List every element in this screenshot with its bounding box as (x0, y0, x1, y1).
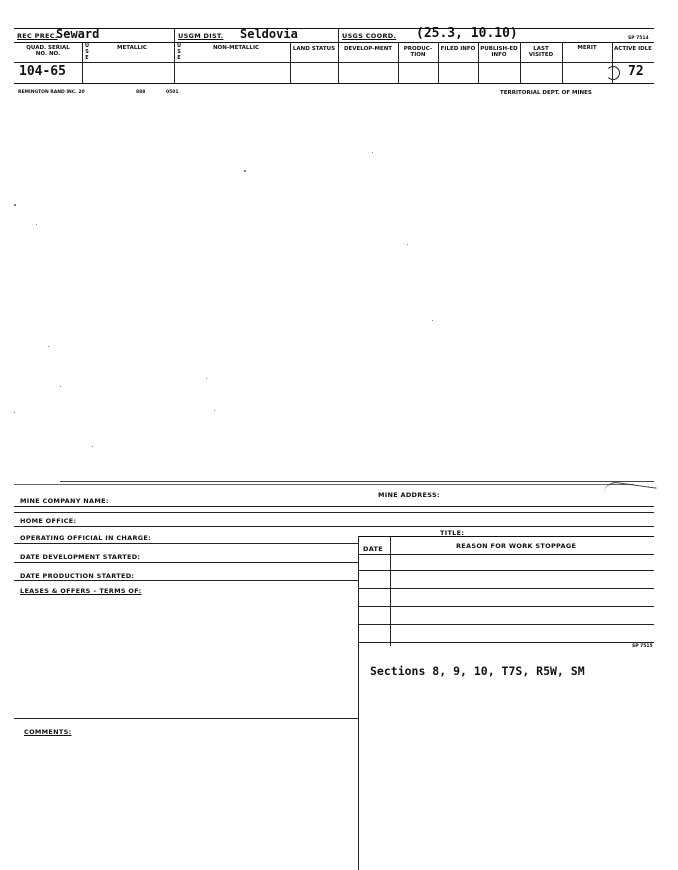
speck (60, 386, 61, 387)
published-info-header: PUBLISH-ED INFO (480, 46, 518, 58)
card-curl (603, 480, 656, 500)
use-letters-metallic: U S E (84, 43, 90, 61)
metallic-header: METALLIC (117, 45, 147, 51)
sections-text: Sections 8, 9, 10, T7S, R5W, SM (370, 664, 585, 678)
title-label: TITLE: (440, 529, 465, 537)
date-production-label: DATE PRODUCTION STARTED: (20, 572, 135, 580)
speck (14, 204, 16, 206)
speck (48, 346, 49, 347)
home-office-label: HOME OFFICE: (20, 517, 77, 525)
active-value: 72 (628, 64, 644, 79)
operating-official-label: OPERATING OFFICIAL IN CHARGE: (20, 534, 152, 542)
speck (206, 378, 207, 379)
department-name: TERRITORIAL DEPT. OF MINES (500, 90, 592, 96)
bottom-card (0, 470, 678, 810)
usgm-dist-value: Seldovia (240, 27, 298, 41)
mine-address-label: MINE ADDRESS: (378, 491, 440, 499)
quad-serial-header: QUAD. SERIAL NO. NO. (26, 45, 70, 57)
production-header: PRODUC-TION (403, 46, 433, 58)
usgm-dist-label: USGM DIST. (178, 32, 224, 40)
rec-prec-label: REC PREC. (17, 32, 58, 40)
printer-code-1: 888 (136, 90, 146, 95)
use-letters-nonmetallic: U S E (176, 43, 182, 61)
speck (407, 244, 408, 245)
speck (432, 320, 433, 321)
last-visited-header: LAST VISITED (528, 46, 554, 58)
reason-column-label: REASON FOR WORK STOPPAGE (456, 542, 577, 550)
speck (244, 170, 246, 172)
merit-header: MERIT (577, 45, 597, 51)
usgs-coord-label: USGS COORD. (342, 32, 397, 40)
speck (36, 224, 37, 225)
speck (372, 152, 373, 153)
non-metallic-header: NON-METALLIC (212, 45, 260, 51)
rec-prec-value: Seward (56, 27, 100, 41)
speck (14, 412, 15, 413)
date-column-label: DATE (363, 545, 383, 553)
form-number: SP 7514 (628, 36, 649, 41)
top-card (0, 0, 678, 110)
quad-value: 104-65 (19, 64, 66, 79)
speck (92, 446, 93, 447)
speck (214, 410, 215, 411)
land-status-header: LAND STATUS (292, 46, 336, 52)
leases-offers-label: LEASES & OFFERS – TERMS OF: (20, 587, 142, 595)
mine-company-label: MINE COMPANY NAME: (20, 497, 109, 505)
form-number-bottom: SP 7515 (632, 644, 653, 649)
punch-hole-icon (606, 66, 620, 80)
comments-label: COMMENTS: (24, 728, 72, 736)
date-development-label: DATE DEVELOPMENT STARTED: (20, 553, 141, 561)
development-header: DEVELOP-MENT (343, 46, 393, 52)
usgs-coord-value: (25.3, 10.10) (416, 26, 518, 41)
printer-imprint: REMINGTON RAND INC. 20 (18, 90, 85, 95)
active-idle-header: ACTIVE IDLE (614, 46, 652, 52)
printer-code-2: 0501 (166, 90, 179, 95)
filed-info-header: FILED INFO (440, 46, 476, 52)
